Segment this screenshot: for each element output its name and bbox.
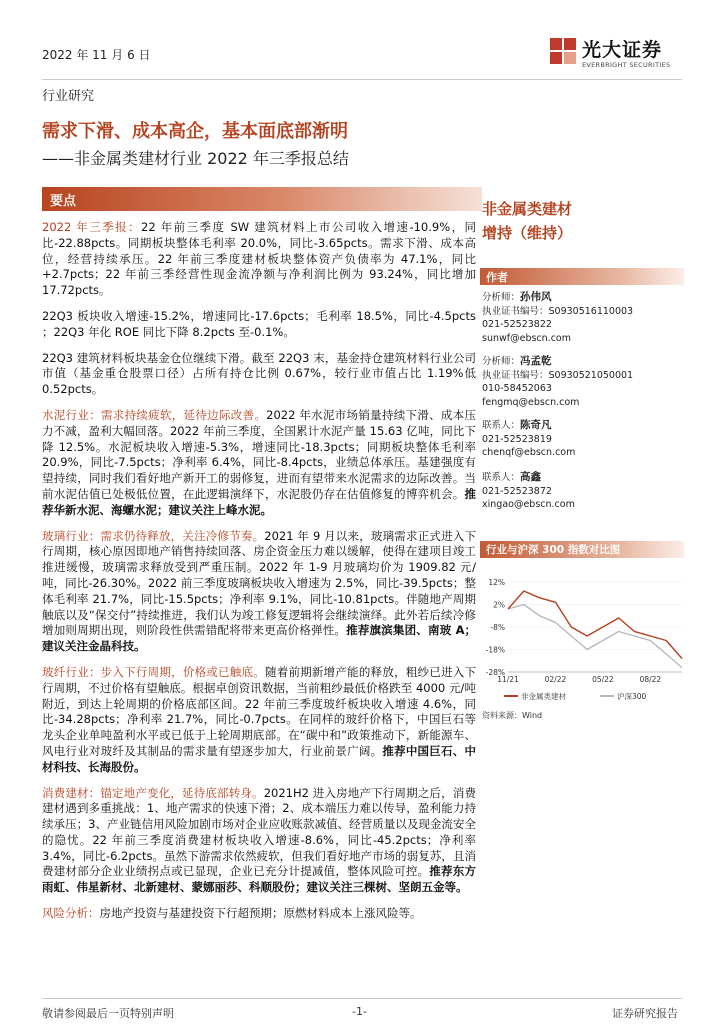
x-tick-label: 05/22 — [592, 675, 614, 684]
contact-card — [482, 419, 575, 460]
analyst-phone: 021-52523822 — [482, 319, 552, 330]
paragraph-recommendation: 推荐东方雨虹、伟星新材、北新建材、蒙娜丽莎、科顺股份；建议关注三棵树、坚朗五金等。 — [42, 864, 477, 895]
y-tick-label: 2% — [493, 600, 505, 610]
contact-phone: 021-52523872 — [482, 485, 552, 497]
analyst-name: 冯孟乾 — [520, 355, 552, 367]
analyst-card — [482, 355, 633, 409]
contact-name: 陈奇凡 — [520, 419, 552, 431]
contact-card — [482, 471, 575, 512]
author-header — [480, 268, 684, 285]
y-tick-label: 12% — [488, 578, 505, 587]
legend-label: 沪深300 — [617, 692, 647, 701]
paragraph-lead: 玻璃行业：需求仍待释放，关注冷修节奏。 — [42, 528, 265, 543]
paragraph-text: 2021 年 9 月以来，玻璃需求正式进入下行周期，核心原因即地产销售持续回落、房企资金压力难以缓解，使得在建项目竣工推进缓慢，玻璃需求释放受到严重压制。2022 年 1-9 月玻璃均价为 1909.82 元/吨，同比-26.30%。2022 前三季度玻璃板块收入增速为 2.5%，同比-39.5pcts；整体毛利率 21.7%，同比-15.5pcts；净利率 9.1%，同比-10.81pcts。伴随地产周期触底以及“保交付”持续推进，我们认为竣工修复逻辑将会继续演绎。此外若后续冷修增加则周期出现，则阶段性供需错配将带来更高价格弹性。 — [42, 528, 476, 638]
report-subtitle: ——非金属类建材行业 2022 年三季报总结 — [42, 149, 349, 168]
logo-subtext: EVERBRIGHT SECURITIES — [582, 61, 671, 69]
industry-rating — [482, 197, 572, 245]
company-logo — [548, 34, 688, 76]
contact-role: 联系人： — [482, 420, 521, 431]
analyst-cert: 执业证书编号：S0930521050001 — [482, 369, 634, 381]
page-number: -1- — [352, 1005, 367, 1018]
summary-header — [42, 187, 482, 211]
y-tick-label: -28% — [485, 668, 505, 677]
paragraph-text: 2021H2 进入房地产下行周期之后，消费建材遇到多重挑战：1、地产需求的快速下滑；2、成本端压力难以传导，盈利能力持续承压；3、产业链信用风险加剧市场对企业应收账款减值、经营质量以及现金流安全的隐忧。22 年前三季度消费建材板块收入增速-8.6%，同比-45.2pcts；净利率 3.4%，同比-6.2pcts。虽然下游需求依然疲软，但我们看好地产市场的弱复苏，且消费建材部分企业业绩拐点或已显现，企业已充分计提减值，整体风险可控。 — [42, 785, 476, 879]
footer-report-type: 证券研究报告 — [612, 1007, 678, 1020]
analyst-role: 分析师： — [482, 292, 521, 303]
legend-label: 非金属类建材 — [521, 692, 566, 701]
paragraph-recommendation: 推荐华新水泥、海螺水泥；建议关注上峰水泥。 — [42, 486, 476, 517]
footer-divider — [42, 998, 682, 999]
series-line — [508, 605, 682, 668]
x-tick-label: 08/22 — [639, 675, 662, 684]
analyst-phone: 010-58452063 — [482, 383, 552, 394]
summary-paragraph — [42, 351, 476, 398]
y-tick-label: -8% — [490, 623, 505, 632]
header-divider — [42, 79, 682, 80]
summary-paragraph — [42, 309, 476, 341]
paragraph-lead: 2022 年三季报： — [42, 220, 142, 234]
contact-role: 联系人： — [482, 472, 521, 483]
paragraph-recommendation: 推荐旗滨集团、南玻 A；建议关注金晶科技。 — [42, 623, 476, 654]
summary-paragraph — [42, 786, 476, 897]
paragraph-text: 22 年前三季度 SW 建筑材料上市公司收入增速-10.9%，同比-22.88pcts。同期板块整体毛利率 20.0%，同比-3.65pcts。需求下滑、成本高位，经营持续承压。22 年前三季度建材板块整体资产负债率为 47.1%，同比+2.7pcts；22 年前三季经营性现金流净额与净利润比例为 93.24%，同比增加 17.72pcts。 — [42, 220, 477, 298]
report-category: 行业研究 — [42, 89, 95, 104]
paragraph-text: 房地产投资与基建投资下行超预期；原燃材料成本上涨风险等。 — [99, 906, 422, 921]
contact-email[interactable]: chenqf@ebscn.com — [482, 447, 576, 458]
analyst-role: 分析师： — [482, 356, 521, 367]
paragraph-text: 随着前期新增产能的释放，粗纱已进入下行周期，不过价格有望触底。根据卓创资讯数据，当前粗纱最低价格跌至 4000 元/吨附近，到达上轮周期的价格底部区间。22 年前三季度玻纤板块收入增速 4.6%，同比-34.28pcts；净利率 21.7%，同比-0.7pcts。在同样的玻纤价格下，中国巨石等龙头企业单吨盈利水平或已低于上轮周期底部。在“碳中和”政策推动下，新能源车、风电行业对玻纤及其制品的需求量有望逐步加大，行业前景广阔。 — [42, 664, 476, 758]
rating: 增持（维持） — [482, 224, 573, 242]
chart-header-label: 行业与沪深 300 指数对比图 — [486, 544, 621, 556]
x-tick-label: 11/21 — [497, 675, 519, 684]
analyst-name: 孙伟风 — [520, 291, 552, 303]
contact-phone: 021-52523819 — [482, 433, 552, 445]
paragraph-lead: 风险分析： — [42, 906, 100, 921]
logo-text: 光大证券 — [582, 39, 663, 61]
report-date: 2022 年 11 月 6 日 — [42, 48, 151, 62]
paragraph-lead: 水泥行业：需求持续疲软，延待边际改善。 — [42, 407, 267, 422]
logo-mark-icon — [548, 34, 578, 70]
report-title: 需求下滑、成本高企，基本面底部渐明 — [42, 121, 348, 142]
analyst-card — [482, 291, 633, 345]
summary-label: 要点 — [50, 194, 77, 209]
x-tick-label: 02/22 — [544, 675, 567, 684]
paragraph-text: 22Q3 建筑材料板块基金仓位继续下滑。截至 22Q3 末，基金持仓建筑材料行业公司市值（基金重仓股票口径）占所有持仓比例 0.67%，较行业市值占比 1.19%低 0.52pcts。 — [42, 350, 476, 397]
chart-header — [480, 541, 684, 558]
summary-paragraph — [42, 529, 476, 655]
summary-paragraph — [42, 220, 476, 299]
paragraph-lead: 玻纤行业：步入下行周期，价格或已触底。 — [42, 664, 265, 679]
summary-paragraph — [42, 906, 476, 922]
y-tick-label: -18% — [485, 645, 505, 655]
paragraph-text: 22Q3 板块收入增速-15.2%，增速同比-17.6pcts；毛利率 18.5%，同比-4.5pcts ；22Q3 年化 ROE 同比下降 8.2pcts 至-0.1%。 — [42, 308, 476, 339]
industry-name: 非金属类建材 — [482, 200, 573, 218]
analyst-email[interactable]: sunwf@ebscn.com — [482, 332, 571, 344]
paragraph-text: 2022 年水泥市场销量持续下滑、成本压力不减，盈利大幅回落。2022 年前三季度，全国累计水泥产量 15.63 亿吨，同比下降 12.5%。水泥板块收入增速-5.3%，增速同比-18.3pcts；同期板块整体毛利率 20.9%，同比-7.5pcts；净利率 6.4%，同比-8.4pcts，业绩总体承压。基建强度有望持续，同时我们看好地产新开工的弱修复，进而有望带来水泥需求的边际改善。当前水泥估值已处极低位置，在此逻辑演绎下，水泥股仍存在估值修复的博弈机会。 — [42, 407, 477, 501]
series-line — [508, 591, 682, 659]
footer-disclaimer: 敬请参阅最后一页特别声明 — [42, 1007, 174, 1020]
paragraph-lead: 消费建材：锚定地产变化，延待底部转身。 — [42, 785, 264, 800]
chart-source: 资料来源：Wind — [482, 711, 543, 720]
summary-content — [42, 220, 476, 932]
contact-name: 高鑫 — [520, 471, 542, 483]
index-comparison-chart — [482, 576, 686, 716]
contact-email[interactable]: xingao@ebscn.com — [482, 499, 575, 510]
analyst-email[interactable]: fengmq@ebscn.com — [482, 396, 580, 408]
author-header-label: 作者 — [486, 271, 508, 284]
summary-paragraph — [42, 665, 476, 776]
analyst-cert: 执业证书编号：S0930516110003 — [482, 305, 634, 317]
summary-paragraph — [42, 408, 476, 519]
paragraph-recommendation: 推荐中国巨石、中材科技、长海股份。 — [42, 743, 476, 774]
